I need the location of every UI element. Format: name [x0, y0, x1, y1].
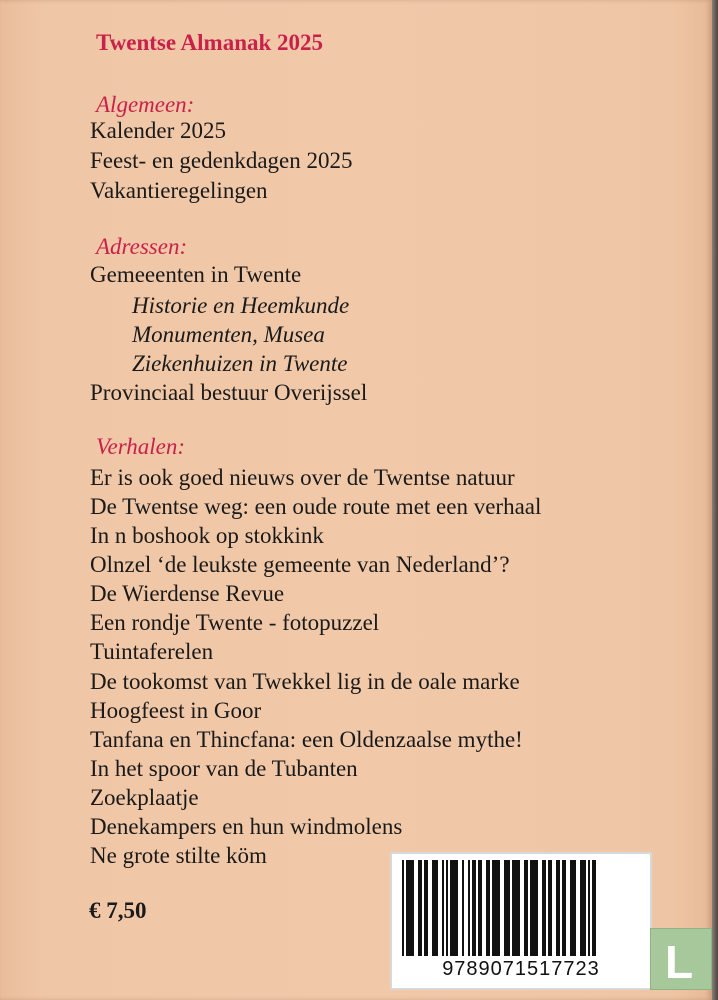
list-item: Gemeeenten in Twente	[90, 262, 302, 287]
barcode	[390, 852, 652, 990]
barcode-bar	[406, 860, 414, 956]
list-item: In n boshook op stokkink	[90, 523, 324, 548]
logo-letter: L	[665, 936, 694, 988]
list-item: Provinciaal bestuur Overijssel	[90, 380, 368, 405]
barcode-bar	[548, 860, 552, 956]
list-item: Kalender 2025	[90, 118, 227, 143]
barcode-bar	[570, 860, 576, 956]
barcode-bar	[478, 860, 482, 956]
barcode-bar	[592, 860, 596, 956]
barcode-bars	[400, 860, 644, 956]
barcode-bar	[468, 860, 470, 956]
barcode-bar	[472, 860, 476, 956]
barcode-bar	[556, 860, 560, 956]
section-heading-algemeen: Algemeen:	[96, 92, 195, 117]
barcode-bar	[512, 860, 520, 956]
barcode-bar	[580, 860, 586, 956]
list-item: Vakantieregelingen	[90, 178, 268, 203]
barcode-bar	[486, 860, 490, 956]
list-item: Olnzel ‘de leukste gemeente van Nederland’?	[90, 552, 510, 577]
list-subitem: Historie en Heemkunde	[132, 293, 350, 318]
barcode-bar	[530, 860, 538, 956]
barcode-bar	[588, 860, 590, 956]
barcode-bar	[424, 860, 428, 956]
barcode-bar	[462, 860, 464, 956]
price: € 7,50	[89, 898, 147, 923]
section-heading-verhalen: Verhalen:	[96, 434, 186, 459]
book-title: Twentse Almanak 2025	[96, 30, 324, 55]
isbn-number: 9789071517723	[442, 958, 600, 980]
list-item: Feest- en gedenkdagen 2025	[90, 148, 353, 173]
barcode-bar	[442, 860, 444, 956]
list-item: Ne grote stilte köm	[90, 843, 267, 868]
barcode-bar	[492, 860, 500, 956]
list-item: De Twentse weg: een oude route met een verhaal	[90, 494, 542, 519]
page-edge	[712, 0, 718, 1000]
barcode-bar	[524, 860, 528, 956]
list-item: Zoekplaatje	[90, 785, 199, 810]
list-item: De Wierdense Revue	[90, 581, 285, 606]
barcode-bar	[504, 860, 510, 956]
list-item: Tanfana en Thincfana: een Oldenzaalse mythe!	[90, 727, 523, 752]
barcode-bar	[432, 860, 438, 956]
barcode-bar	[562, 860, 566, 956]
list-item: Tuintaferelen	[90, 639, 214, 664]
barcode-bar	[542, 860, 546, 956]
list-item: Hoogfeest in Goor	[90, 698, 262, 723]
list-item: Een rondje Twente - fotopuzzel	[90, 610, 380, 635]
barcode-bar	[450, 860, 458, 956]
list-subitem: Ziekenhuizen in Twente	[132, 351, 348, 376]
list-item: De tookomst van Twekkel lig in de oale marke	[90, 669, 520, 694]
publisher-logo	[650, 928, 712, 990]
list-item: Er is ook goed nieuws over de Twentse natuur	[90, 465, 515, 490]
barcode-bar	[418, 860, 422, 956]
list-subitem: Monumenten, Musea	[132, 322, 325, 347]
list-item: Denekampers en hun windmolens	[90, 814, 403, 839]
barcode-bar	[446, 860, 448, 956]
barcode-bar	[402, 860, 404, 956]
list-item: In het spoor van de Tubanten	[90, 756, 358, 781]
section-heading-adressen: Adressen:	[96, 234, 188, 259]
